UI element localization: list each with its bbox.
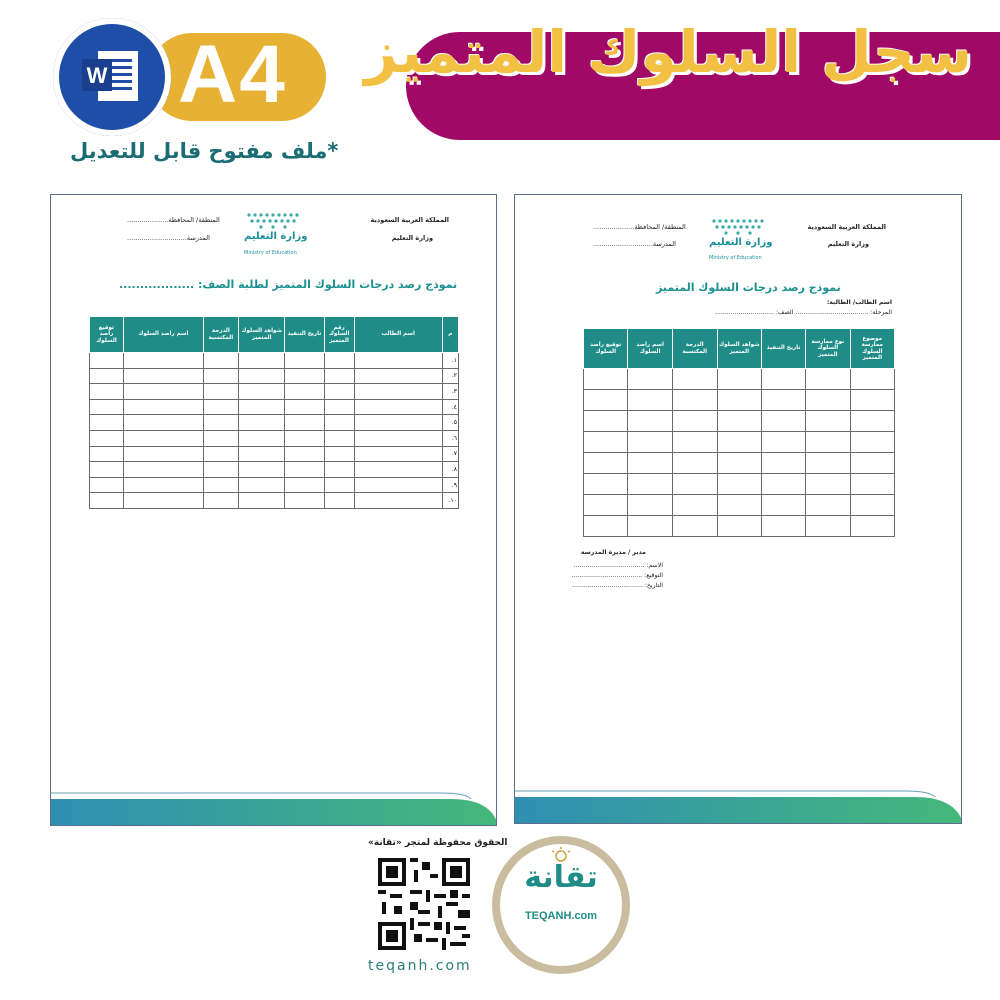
row-number: ٨.: [442, 462, 458, 478]
table-row: [90, 384, 459, 400]
table-cell[interactable]: [584, 390, 628, 411]
right-table-header: موضوع ممارسة السلوك المتميز: [850, 329, 894, 369]
table-cell[interactable]: [354, 384, 442, 400]
row-number: ٣.: [442, 384, 458, 400]
table-row: [584, 474, 895, 495]
manager-name-line: الاسم: ....................................: [573, 562, 663, 569]
table-cell[interactable]: [762, 411, 806, 432]
right-form-sheet: [514, 194, 962, 824]
table-cell[interactable]: [850, 432, 894, 453]
table-cell[interactable]: [584, 369, 628, 390]
table-cell[interactable]: [672, 495, 717, 516]
table-cell[interactable]: [628, 474, 672, 495]
table-cell[interactable]: [672, 432, 717, 453]
table-cell[interactable]: [850, 453, 894, 474]
table-cell[interactable]: [762, 516, 806, 537]
table-row: [90, 399, 459, 415]
table-cell[interactable]: [628, 516, 672, 537]
table-cell[interactable]: [324, 446, 354, 462]
table-cell[interactable]: [717, 390, 761, 411]
table-row: [90, 353, 459, 369]
table-cell[interactable]: [717, 411, 761, 432]
table-cell[interactable]: [584, 432, 628, 453]
row-number: ٧.: [442, 446, 458, 462]
ministry-logo-en: Ministry of Education: [244, 250, 297, 256]
table-cell[interactable]: [285, 399, 324, 415]
manager-date-line: التاريخ: ....................................: [572, 582, 663, 589]
table-cell[interactable]: [90, 462, 124, 478]
ministry-logo-en: Ministry of Education: [709, 255, 762, 261]
kingdom-label-right: المملكة العربية السعودية: [807, 223, 886, 231]
left-table-header: شواهد السلوك المتميز: [238, 317, 285, 353]
row-number: ٤.: [442, 399, 458, 415]
table-row: [90, 415, 459, 431]
table-cell[interactable]: [324, 415, 354, 431]
brand-name-en: TEQANH.com: [524, 910, 598, 922]
region-field: المنطقة/ المحافظة....................: [593, 223, 686, 231]
page-title: سجل السلوك المتميز: [364, 18, 972, 86]
table-cell[interactable]: [628, 411, 672, 432]
kingdom-label: المملكة العربية السعودية: [370, 216, 449, 224]
table-cell[interactable]: [203, 430, 238, 446]
table-cell[interactable]: [324, 399, 354, 415]
school-field: المدرسة.............................: [593, 240, 676, 248]
table-cell[interactable]: [123, 430, 203, 446]
table-cell[interactable]: [628, 453, 672, 474]
rights-notice: الحقوق محفوظة لمتجر «تقانة»: [368, 838, 508, 848]
table-cell[interactable]: [324, 477, 354, 493]
table-cell[interactable]: [717, 516, 761, 537]
table-cell[interactable]: [238, 462, 285, 478]
table-cell[interactable]: [90, 368, 124, 384]
left-form-title: نموذج رصد درجات السلوك المتميز لطلبة الصف: ..................: [119, 278, 458, 291]
table-cell[interactable]: [123, 415, 203, 431]
table-cell[interactable]: [672, 453, 717, 474]
table-cell[interactable]: [717, 474, 761, 495]
table-row: [90, 446, 459, 462]
table-row: [584, 432, 895, 453]
ministry-logo-icon: [245, 211, 301, 229]
table-cell[interactable]: [238, 384, 285, 400]
qr-code-icon[interactable]: [378, 858, 470, 950]
table-cell[interactable]: [806, 516, 850, 537]
table-cell[interactable]: [285, 384, 324, 400]
table-cell[interactable]: [123, 493, 203, 509]
table-cell[interactable]: [90, 353, 124, 369]
table-cell[interactable]: [672, 411, 717, 432]
row-number: ٢.: [442, 368, 458, 384]
left-form-sheet: [50, 194, 497, 826]
table-cell[interactable]: [123, 446, 203, 462]
table-cell[interactable]: [628, 495, 672, 516]
table-cell[interactable]: [354, 399, 442, 415]
left-table-header: اسم الطالب: [354, 317, 442, 353]
table-cell[interactable]: [285, 493, 324, 509]
table-cell[interactable]: [90, 477, 124, 493]
right-table-header: نوع ممارسة السلوك المتميز: [806, 329, 850, 369]
school-field: المدرسة.............................: [127, 234, 210, 242]
table-cell[interactable]: [285, 368, 324, 384]
table-cell[interactable]: [806, 474, 850, 495]
table-row: [90, 430, 459, 446]
table-cell[interactable]: [203, 353, 238, 369]
table-cell[interactable]: [584, 516, 628, 537]
table-cell[interactable]: [203, 368, 238, 384]
table-cell[interactable]: [238, 446, 285, 462]
row-number: ١٠.: [442, 493, 458, 509]
table-row: [90, 493, 459, 509]
table-cell[interactable]: [285, 353, 324, 369]
right-behavior-table: [583, 328, 895, 537]
table-cell[interactable]: [238, 353, 285, 369]
ministry-label: وزارة التعليم: [391, 234, 433, 242]
table-cell[interactable]: [354, 368, 442, 384]
table-cell[interactable]: [123, 399, 203, 415]
table-cell[interactable]: [584, 495, 628, 516]
table-cell[interactable]: [123, 477, 203, 493]
table-cell[interactable]: [238, 477, 285, 493]
table-row: [584, 369, 895, 390]
ministry-logo-icon: [710, 217, 766, 235]
table-cell[interactable]: [238, 415, 285, 431]
table-cell[interactable]: [354, 415, 442, 431]
table-cell[interactable]: [672, 516, 717, 537]
right-form-title: نموذج رصد درجات السلوك المتميز: [656, 281, 841, 294]
left-behavior-table: [89, 316, 459, 509]
table-cell[interactable]: [628, 432, 672, 453]
table-cell[interactable]: [584, 474, 628, 495]
right-table-header: توقيع راصد السلوك: [584, 329, 628, 369]
svg-text:W: W: [86, 63, 108, 88]
table-cell[interactable]: [850, 516, 894, 537]
table-cell[interactable]: [850, 495, 894, 516]
table-cell[interactable]: [584, 453, 628, 474]
table-cell[interactable]: [354, 477, 442, 493]
row-number: ٦.: [442, 430, 458, 446]
table-cell[interactable]: [806, 432, 850, 453]
table-cell[interactable]: [850, 369, 894, 390]
table-row: [584, 453, 895, 474]
left-table-header: توقيع راصد السلوك: [90, 317, 124, 353]
table-row: [90, 462, 459, 478]
table-cell[interactable]: [285, 462, 324, 478]
region-field: المنطقة/ المحافظة....................: [127, 216, 220, 224]
table-cell[interactable]: [238, 430, 285, 446]
table-cell[interactable]: [354, 446, 442, 462]
left-table-header: اسم راصد السلوك: [123, 317, 203, 353]
table-cell[interactable]: [324, 368, 354, 384]
table-row: [90, 368, 459, 384]
left-table-header: م: [442, 317, 458, 353]
table-cell[interactable]: [762, 369, 806, 390]
table-cell[interactable]: [806, 453, 850, 474]
table-cell[interactable]: [806, 495, 850, 516]
table-cell[interactable]: [354, 493, 442, 509]
table-cell[interactable]: [203, 477, 238, 493]
ministry-label-right: وزارة التعليم: [827, 240, 869, 248]
row-number: ١.: [442, 353, 458, 369]
table-cell[interactable]: [717, 453, 761, 474]
table-cell[interactable]: [762, 432, 806, 453]
table-cell[interactable]: [354, 353, 442, 369]
table-cell[interactable]: [324, 384, 354, 400]
table-cell[interactable]: [324, 430, 354, 446]
row-number: ٩.: [442, 477, 458, 493]
table-cell[interactable]: [806, 411, 850, 432]
table-cell[interactable]: [584, 411, 628, 432]
table-cell[interactable]: [238, 368, 285, 384]
table-cell[interactable]: [762, 495, 806, 516]
table-cell[interactable]: [285, 446, 324, 462]
table-cell[interactable]: [238, 399, 285, 415]
table-cell[interactable]: [762, 474, 806, 495]
table-cell[interactable]: [238, 493, 285, 509]
table-cell[interactable]: [90, 430, 124, 446]
table-cell[interactable]: [628, 369, 672, 390]
table-row: [584, 390, 895, 411]
table-cell[interactable]: [123, 462, 203, 478]
ministry-logo-text: وزارة التعليم: [709, 237, 773, 248]
table-cell[interactable]: [90, 493, 124, 509]
table-cell[interactable]: [203, 399, 238, 415]
table-cell[interactable]: [354, 430, 442, 446]
table-row: [584, 516, 895, 537]
table-cell[interactable]: [203, 446, 238, 462]
table-cell[interactable]: [123, 384, 203, 400]
table-cell[interactable]: [806, 390, 850, 411]
table-cell[interactable]: [672, 390, 717, 411]
table-cell[interactable]: [717, 495, 761, 516]
left-table-header: تاريخ التنفيذ: [285, 317, 324, 353]
table-cell[interactable]: [285, 415, 324, 431]
table-cell[interactable]: [717, 369, 761, 390]
ministry-logo-text: وزارة التعليم: [244, 231, 308, 242]
table-cell[interactable]: [203, 415, 238, 431]
table-cell[interactable]: [672, 369, 717, 390]
table-cell[interactable]: [90, 384, 124, 400]
stage-class-field: المرحلة: ..................................... الصف: ..............................: [714, 309, 892, 316]
table-cell[interactable]: [850, 390, 894, 411]
right-table-header: الدرجة المكتسبة: [672, 329, 717, 369]
site-url[interactable]: teqanh.com: [368, 958, 472, 974]
word-icon: [80, 47, 140, 105]
table-cell[interactable]: [90, 446, 124, 462]
table-row: [90, 477, 459, 493]
left-table-header: الدرجة المكتسبة: [203, 317, 238, 353]
table-cell[interactable]: [285, 430, 324, 446]
table-row: [584, 411, 895, 432]
row-number: ٥.: [442, 415, 458, 431]
table-cell[interactable]: [850, 474, 894, 495]
table-cell[interactable]: [203, 384, 238, 400]
table-cell[interactable]: [324, 462, 354, 478]
right-table-header: شواهد السلوك المتميز: [717, 329, 761, 369]
table-cell[interactable]: [324, 353, 354, 369]
table-cell[interactable]: [672, 474, 717, 495]
right-footer-band: [515, 783, 962, 824]
table-cell[interactable]: [203, 462, 238, 478]
table-cell[interactable]: [324, 493, 354, 509]
editable-file-note: *ملف مفتوح قابل للتعديل: [70, 139, 339, 163]
manager-label: مدير / مديرة المدرسة: [580, 549, 646, 556]
a4-label: A4: [178, 29, 287, 120]
right-table-header: تاريخ التنفيذ: [762, 329, 806, 369]
brand-name-ar: تقانة: [524, 860, 598, 895]
table-cell[interactable]: [354, 462, 442, 478]
table-cell[interactable]: [123, 353, 203, 369]
right-table-header: اسم راصد السلوك: [628, 329, 672, 369]
table-cell[interactable]: [717, 432, 761, 453]
table-cell[interactable]: [806, 369, 850, 390]
table-row: [584, 495, 895, 516]
table-cell[interactable]: [850, 411, 894, 432]
manager-sign-line: التوقيع: ....................................: [571, 572, 663, 579]
table-cell[interactable]: [628, 390, 672, 411]
table-cell[interactable]: [203, 493, 238, 509]
table-cell[interactable]: [285, 477, 324, 493]
table-cell[interactable]: [762, 453, 806, 474]
left-footer-band: [51, 785, 497, 826]
student-name-field: اسم الطالب/ الطالبة:: [826, 299, 892, 306]
table-cell[interactable]: [90, 415, 124, 431]
table-cell[interactable]: [762, 390, 806, 411]
left-table-header: رقم السلوك المتميز: [324, 317, 354, 353]
table-cell[interactable]: [123, 368, 203, 384]
table-cell[interactable]: [90, 399, 124, 415]
